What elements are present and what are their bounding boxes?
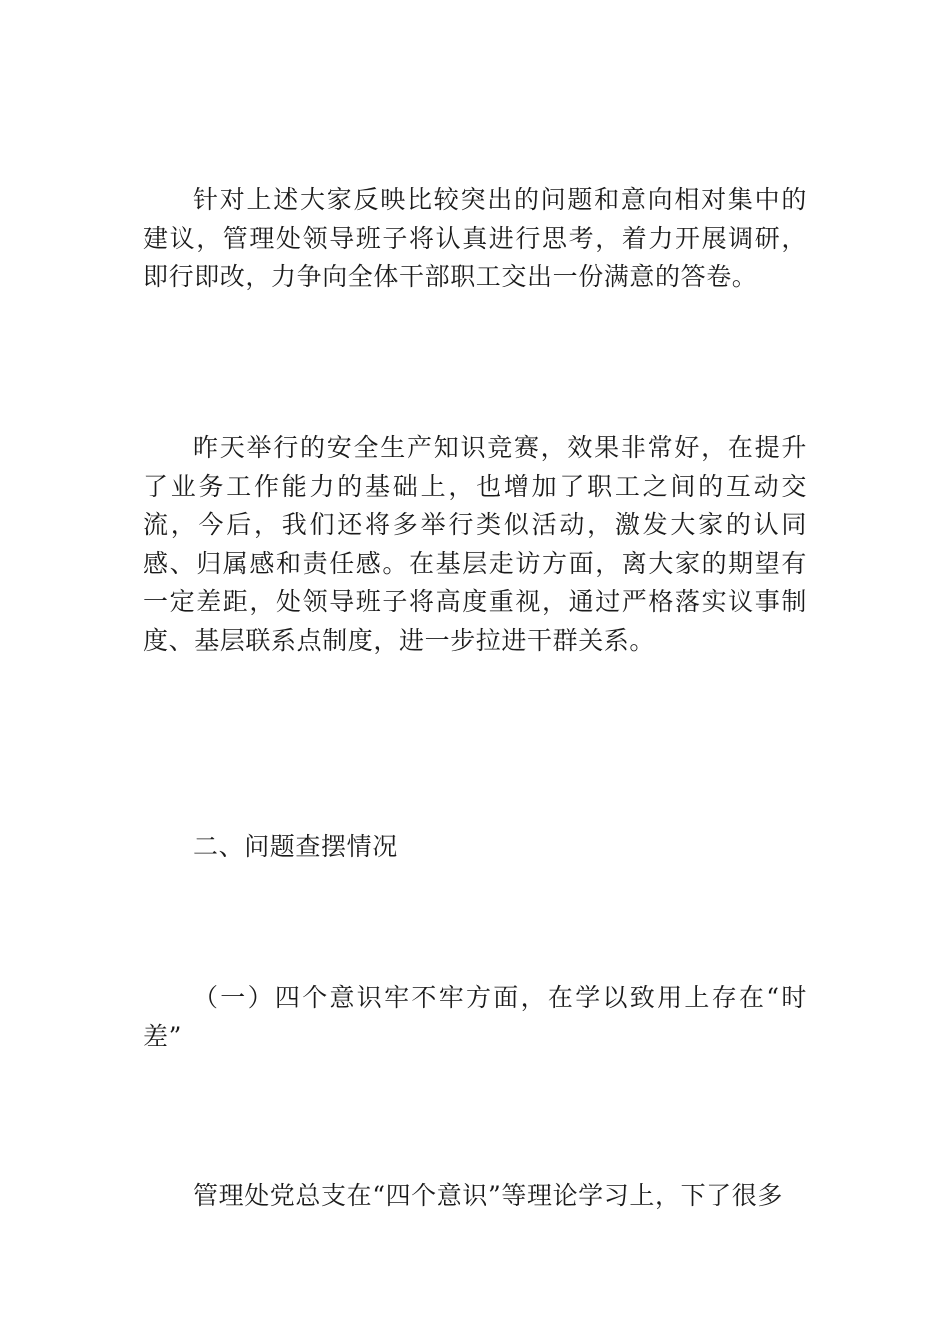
section-heading: 二、问题查摆情况 xyxy=(193,832,398,861)
subsection-heading: （一）四个意识牢不牢方面，在学以致用上存在“时差” xyxy=(143,983,807,1051)
body-paragraph: 管理处党总支在“四个意识”等理论学习上，下了很多 xyxy=(193,1181,783,1210)
body-paragraph: 针对上述大家反映比较突出的问题和意向相对集中的建议，管理处领导班子将认真进行思考，着力开展调研，即行即改，力争向全体干部职工交出一份满意的答卷。 xyxy=(143,185,807,291)
body-paragraph: 昨天举行的安全生产知识竞赛，效果非常好，在提升了业务工作能力的基础上，也增加了职工之间的互动交流，今后，我们还将多举行类似活动，激发大家的认同感、归属感和责任感。在基层走访方面，离大家的期望有一定差距，处领导班子将高度重视，通过严格落实议事制度、基层联系点制度，进一步拉进干群关系。 xyxy=(143,433,807,655)
